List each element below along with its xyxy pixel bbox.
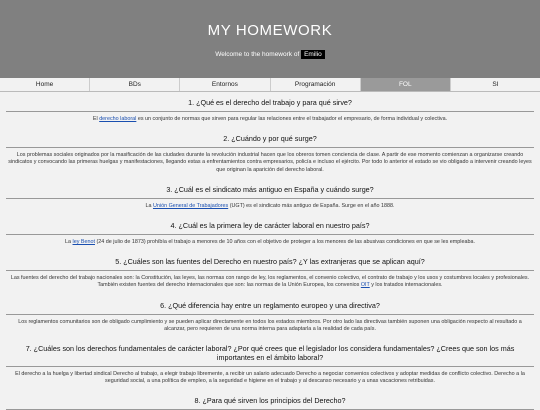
main-nav bbox=[0, 78, 540, 92]
nav-item-entornos[interactable]: Entornos bbox=[180, 78, 270, 91]
answer-link[interactable]: ley Benot bbox=[72, 239, 95, 246]
site-title: MY HOMEWORK bbox=[207, 22, 333, 39]
answer-text-part: La bbox=[145, 202, 153, 209]
answer-link[interactable]: OIT bbox=[360, 282, 370, 289]
question-heading: 7. ¿Cuáles son los derechos fundamentales de carácter laboral? ¿Por qué crees que el legislador los considera fundamentales? ¿Crees que son los más importantes en el ámbito laboral? bbox=[6, 338, 534, 367]
nav-item-bds[interactable]: BDs bbox=[90, 78, 180, 91]
answer-text bbox=[6, 235, 534, 251]
answer-text: Los problemas sociales originados por la masificación de las ciudades durante la revolución industrial hacen que los obreros tomen conciencia de clase. A partir de ese momento comienzan a organizarse creando sindicatos y convocando las primeras huelgas y manifestaciones, llegando estas a enfrentamientos contra empresarios, policía e incluso el ejército. Por todo lo anterior el estado se vio obligado a intervenir creando leyes que originan la aparición del derecho laboral. bbox=[8, 152, 532, 173]
nav-item-programacion[interactable]: Programación bbox=[271, 78, 361, 91]
answer-text: Los reglamentos comunitarios son de obligado cumplimiento y se pueden aplicar directamente en todos los estados miembros. Por otro lado las directivas también suponen una obligación respecto al resultado a alcanzar, pero requieren de una norma interna para adaptarla a la realidad de cada país. bbox=[18, 318, 522, 332]
answer-text-part: (UGT) es el sindicato más antiguo de España. Surge en el año 1888. bbox=[228, 202, 395, 209]
answer-text bbox=[6, 271, 534, 294]
main-content bbox=[0, 92, 540, 410]
answer-link[interactable]: derecho laboral bbox=[99, 116, 137, 122]
user-name-badge: Emilio bbox=[301, 50, 325, 59]
answer-text bbox=[6, 199, 534, 215]
question-heading: 4. ¿Cuál es la primera ley de carácter laboral en nuestro país? bbox=[6, 215, 534, 235]
question-heading: 3. ¿Cuál es el sindicato más antiguo en España y cuándo surge? bbox=[6, 179, 534, 199]
nav-item-si[interactable]: SI bbox=[492, 81, 499, 88]
page-header bbox=[0, 0, 540, 78]
answer-text: El derecho a la huelga y libertad sindical Derecho al trabajo, a elegir trabajo libremente, a recibir un salario adecuado Derecho a negociar convenios colectivos y adoptar medidas de conflicto colectivo. Derecho a la seguridad social, a una política de empleo, a la seguridad e higiene en el trabajo y al descanso necesario y a unas vacaciones retribuidas. bbox=[15, 371, 525, 385]
answer-text-part: Las fuentes del derecho del trabajo nacionales son: la Constitución, las leyes, las normas con rango de ley, los reglamentos, el convenio colectivo, el contrato de trabajo y los usos y costumbres locales y profesionales. También existen fuentes del derecho internacionales que son: las normas de la Unión Europea, los convenios bbox=[10, 275, 530, 289]
answer-link[interactable]: Unión General de Trabajadores bbox=[152, 202, 229, 209]
answer-text-part: y los tratados internacionales. bbox=[369, 282, 443, 289]
question-heading: 8. ¿Para qué sirven los principios del Derecho? bbox=[6, 390, 534, 410]
welcome-text: Welcome to the homework of bbox=[215, 51, 300, 58]
nav-item-fol[interactable]: FOL bbox=[361, 78, 451, 91]
question-heading: 2. ¿Cuándo y por qué surge? bbox=[6, 128, 534, 148]
answer-text-part: es un conjunto de normas que sirven para regular las relaciones entre el trabajador el empresario, de forma individual y colectiva. bbox=[136, 116, 448, 122]
question-heading: 5. ¿Cuáles son las fuentes del Derecho en nuestro país? ¿Y las extranjeras que se aplican aquí? bbox=[6, 251, 534, 271]
answer-text bbox=[6, 112, 534, 128]
question-heading: 6. ¿Qué diferencia hay entre un reglamento europeo y una directiva? bbox=[6, 295, 534, 315]
nav-item-home[interactable]: Home bbox=[0, 78, 90, 91]
answer-text-part: El bbox=[92, 116, 100, 122]
answer-text-part: La bbox=[65, 239, 73, 246]
answer-text-part: (24 de julio de 1873) prohíbía el trabajo a menores de 10 años con el objetivo de proteger a los menores de las abusivas condiciones en que se les empleaba. bbox=[94, 239, 475, 246]
question-heading: 1. ¿Qué es el derecho del trabajo y para qué sirve? bbox=[6, 92, 534, 112]
welcome-line bbox=[0, 51, 540, 58]
